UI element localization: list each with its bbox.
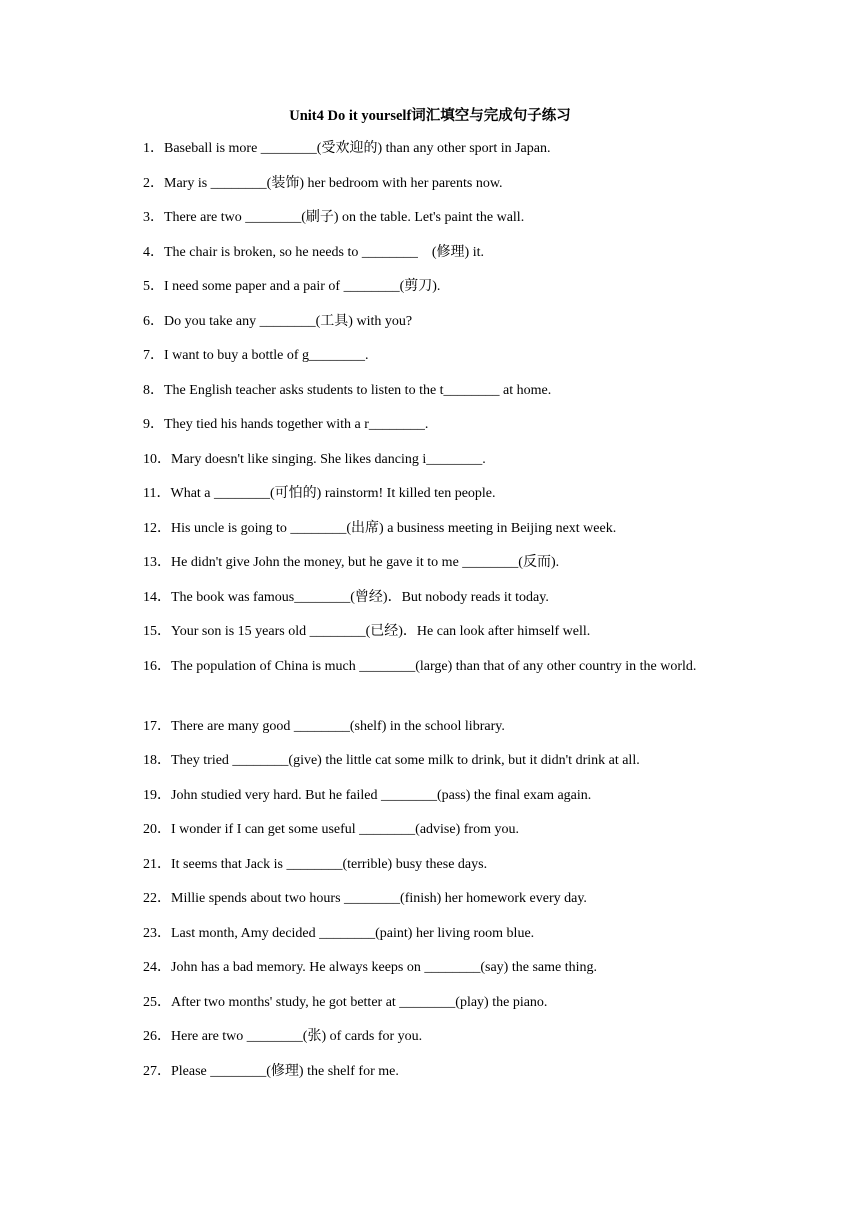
item-text: There are two ________(刷子) on the table. Let's paint the wall. <box>164 210 525 225</box>
item-number: 7． <box>143 348 164 363</box>
exercise-item-18 <box>130 750 730 785</box>
item-text: The book was famous________(曾经)．But nobody reads it today. <box>171 589 549 605</box>
item-text: There are many good ________(shelf) in the school library. <box>171 718 505 734</box>
exercise-item-26 <box>130 1026 730 1061</box>
exercise-item-11 <box>130 483 730 518</box>
exercise-item-20 <box>130 819 730 854</box>
exercise-item-17 <box>130 716 730 751</box>
exercise-item-5 <box>130 276 730 311</box>
item-number: 14． <box>143 589 171 605</box>
item-text: I need some paper and a pair of ________(剪刀). <box>164 279 441 294</box>
item-number: 1． <box>143 141 164 156</box>
exercise-list <box>130 138 730 1095</box>
item-text: Your son is 15 years old ________(已经)．He can look after himself well. <box>171 624 591 639</box>
item-number: 12． <box>143 520 171 536</box>
item-text: Millie spends about two hours ________(finish) her homework every day. <box>171 891 587 906</box>
item-text: Mary doesn't like singing. She likes dancing i________. <box>171 451 486 467</box>
item-number: 23． <box>143 925 171 941</box>
exercise-item-13 <box>130 552 730 587</box>
item-number: 27． <box>143 1063 171 1079</box>
item-number: 16． <box>143 658 171 674</box>
item-number: 2． <box>143 175 164 191</box>
exercise-item-23 <box>130 923 730 958</box>
exercise-item-4 <box>130 242 730 277</box>
exercise-item-9 <box>130 414 730 449</box>
item-number: 25． <box>143 994 171 1010</box>
item-number: 20． <box>143 822 171 837</box>
item-number: 4． <box>143 244 164 260</box>
exercise-item-16 <box>130 651 730 716</box>
item-text: He didn't give John the money, but he gave it to me ________(反而). <box>171 555 560 570</box>
item-text: His uncle is going to ________(出席) a business meeting in Beijing next week. <box>171 520 617 536</box>
item-number: 3． <box>143 210 164 225</box>
item-text: What a ________(可怕的) rainstorm! It killed ten people. <box>170 486 496 501</box>
exercise-item-2 <box>130 173 730 208</box>
exercise-item-6 <box>130 311 730 346</box>
item-number: 21． <box>143 856 171 872</box>
item-number: 22． <box>143 891 171 906</box>
exercise-item-7 <box>130 345 730 380</box>
exercise-item-8 <box>130 380 730 415</box>
item-number: 11． <box>143 486 171 501</box>
exercise-item-12 <box>130 518 730 553</box>
item-number: 9． <box>143 417 164 432</box>
item-number: 10． <box>143 451 171 467</box>
exercise-item-3 <box>130 207 730 242</box>
item-number: 18． <box>143 753 171 768</box>
item-text: After two months' study, he got better at ________(play) the piano. <box>171 994 548 1010</box>
item-text: I wonder if I can get some useful ________(advise) from you. <box>171 822 519 837</box>
item-text: Please ________(修理) the shelf for me. <box>171 1063 399 1079</box>
item-number: 15． <box>143 624 171 639</box>
item-number: 13． <box>143 555 171 570</box>
item-text: Last month, Amy decided ________(paint) her living room blue. <box>171 925 535 941</box>
item-number: 26． <box>143 1029 171 1044</box>
item-number: 5． <box>143 279 164 294</box>
item-number: 8． <box>143 382 164 398</box>
exercise-item-27 <box>130 1061 730 1096</box>
item-number: 19． <box>143 787 171 803</box>
exercise-item-1 <box>130 138 730 173</box>
item-text: The chair is broken, so he needs to ________ (修理) it. <box>164 244 484 260</box>
item-number: 6． <box>143 313 164 329</box>
item-text: Mary is ________(装饰) her bedroom with her parents now. <box>164 175 503 191</box>
exercise-item-21 <box>130 854 730 889</box>
item-number: 17． <box>143 718 171 734</box>
exercise-item-25 <box>130 992 730 1027</box>
item-text: Baseball is more ________(受欢迎的) than any other sport in Japan. <box>164 141 551 156</box>
item-text: They tried ________(give) the little cat some milk to drink, but it didn't drink at all. <box>171 753 640 768</box>
exercise-item-14 <box>130 587 730 622</box>
exercise-item-24 <box>130 957 730 992</box>
item-text: Do you take any ________(工具) with you? <box>164 313 413 329</box>
exercise-item-19 <box>130 785 730 820</box>
item-text: I want to buy a bottle of g________. <box>164 348 369 363</box>
item-text: The population of China is much ________(large) than that of any other country in the world. <box>171 658 697 674</box>
exercise-item-22 <box>130 888 730 923</box>
item-text: Here are two ________(张) of cards for you. <box>171 1029 423 1044</box>
item-text: It seems that Jack is ________(terrible) busy these days. <box>171 856 488 872</box>
page-title: Unit4 Do it yourself词汇填空与完成句子练习 <box>289 108 571 124</box>
item-text: John has a bad memory. He always keeps on ________(say) the same thing. <box>171 960 597 975</box>
exercise-item-10 <box>130 449 730 484</box>
item-text: John studied very hard. But he failed ________(pass) the final exam again. <box>171 787 592 803</box>
item-text: The English teacher asks students to listen to the t________ at home. <box>164 382 552 398</box>
item-text: They tied his hands together with a r________. <box>164 417 429 432</box>
item-number: 24． <box>143 960 171 975</box>
